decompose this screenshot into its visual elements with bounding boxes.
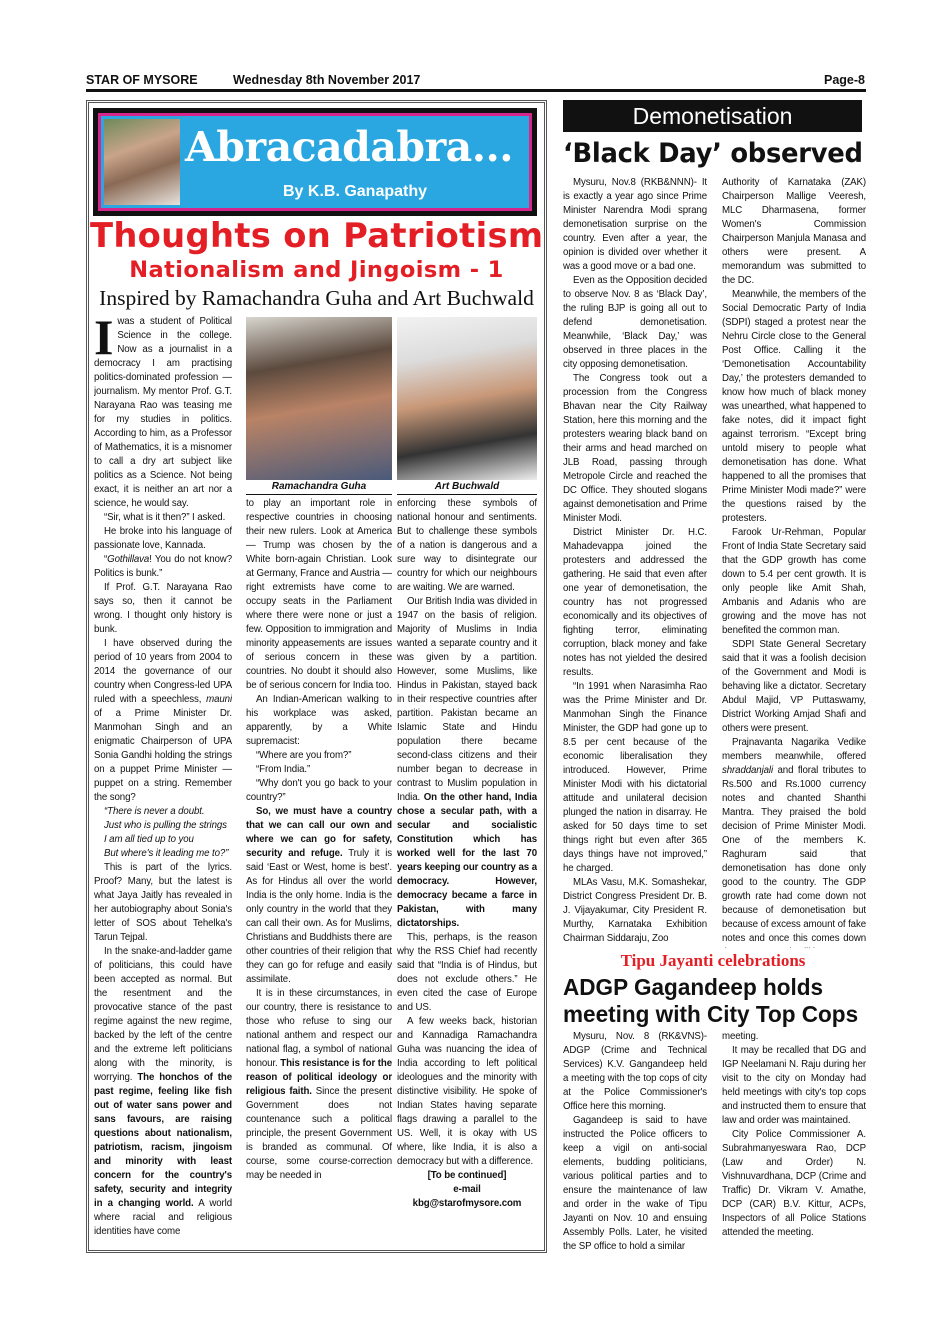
- story-headline: ‘Black Day’ observed: [563, 138, 863, 169]
- text-run: Prajnavanta Nagarika Vedike members meanwhile, offered: [722, 737, 866, 762]
- paragraph: [397, 595, 537, 931]
- text-run: A world where racial and religious identities have come: [94, 1198, 232, 1237]
- text-run: Gagandeep is said to have instructed the Police officers to keep a vigil on anti-social elements, budding politicians, various political parties and to ensure the maintenance of law and order in the wake of Tipu Jayanti on Nov. 10 and ensuing Assembly Polls. Later, he visited the SP office to hold a similar: [563, 1115, 707, 1252]
- text-run: The honchos of the past regime, feeling like fish out of water sans power and sans favours, are raising questions about nationalism, patriotism, racism, jingoism and minority with least concern for the country's safety, security and integrity in a changing world.: [94, 1072, 232, 1209]
- paragraph: [246, 497, 392, 693]
- paragraph: [94, 833, 232, 847]
- paragraph: [397, 497, 537, 595]
- section-banner: Demonetisation: [563, 100, 862, 132]
- page-number: Page-8: [824, 73, 865, 87]
- text-run: Authority of Karnataka (ZAK) Chairperson Mallige Veeresh, MLC Dharmasena, former Women's Commission Chairperson Manjula Manasa and others were present. A memorandum was submitted to the DC.: [722, 177, 866, 286]
- paragraph: [397, 1015, 537, 1169]
- paragraph: [563, 680, 707, 876]
- art-buchwald-photo: [397, 317, 537, 480]
- text-run: “: [104, 554, 108, 565]
- text-run: meeting.: [722, 1031, 759, 1042]
- paragraph: [246, 749, 392, 763]
- text-run: “In 1991 when Narasimha Rao was the Prime Minister and Dr. Manmohan Singh the Finance Minister, the GDP had gone up to 8.5 per cent because of the economic liberalisation they introduced. However, Prime Minister Modi with his dictatorial attitude and unilateral decision plunged the nation in disarray. He asked for 50 days time to set things right but even after 365 days things have not improved,” he charged.: [563, 681, 707, 874]
- paragraph: [246, 777, 392, 805]
- text-run: This, perhaps, is the reason why the RSS Chief had recently said that “India is of Hindus, but does not exclude others.” He even cited the case of Europe and US.: [397, 932, 537, 1013]
- paragraph: [94, 847, 232, 861]
- text-run: Since the present Government does not countenance such a political principle, the present Government is branded as communal. Of course, some course-correction may be needed in: [246, 1086, 392, 1181]
- article-column-3: [397, 497, 537, 1245]
- text-run: shraddanjali: [722, 765, 774, 776]
- paragraph: [563, 876, 707, 946]
- paragraph: [94, 945, 232, 1239]
- story-column-1: [563, 176, 707, 948]
- paragraph: [397, 1169, 537, 1183]
- paragraph: [246, 805, 392, 987]
- story-kicker: Tipu Jayanti celebrations: [620, 951, 806, 970]
- text-run: It may be recalled that DG and IGP Neelamani N. Raju during her visit to the city on Monday had held meetings with city's top cops and instructed them to ensure that law and order was maintained.: [722, 1045, 866, 1126]
- text-run: mauni: [206, 694, 232, 705]
- text-run: Mysuru, Nov. 8 (RK&VNS)- ADGP (Crime and Technical Services) K.V. Gangandeep held a meeting with the top cops of city at the Police Commissioner's Office here this morning.: [563, 1031, 707, 1112]
- text-run: So, we must have a country that we can call our own and where we can go for safety, security and refuge.: [246, 806, 392, 859]
- paragraph: [563, 1114, 707, 1254]
- paragraph: [94, 315, 232, 511]
- paragraph: [246, 763, 392, 777]
- text-run: I have observed during the period of 10 years from 2004 to 2014 the governance of our country when Congress-led UPA ruled with a speechless,: [94, 638, 232, 705]
- issue-date: Wednesday 8th November 2017: [233, 73, 421, 87]
- paragraph: [563, 274, 707, 372]
- paragraph: [722, 638, 866, 736]
- paragraph: [94, 511, 232, 525]
- paragraph: [94, 525, 232, 553]
- text-run: Mysuru, Nov.8 (RKB&NNN)- It is exactly a year ago since Prime Minister Narendra Modi sprang demonetisation surprise on the country. Even after a year, the opinion is divided over whether it was a good move or a bad one.: [563, 177, 707, 272]
- paragraph: [722, 1044, 866, 1128]
- paragraph: [94, 805, 232, 819]
- text-run: “From India.”: [256, 764, 311, 775]
- text-run: “There is never a doubt.: [104, 806, 205, 817]
- text-run: The Congress took out a procession from the Congress Bhavan near the City Railway Station, here this morning and the protesters wearing black band on their arms and head marched on JLB Road, passing through Metropole Circle and reached the DC Office. They shouted slogans against demonetisation and Prime Minister Modi.: [563, 373, 707, 524]
- text-run: kbg@starofmysore.com: [412, 1198, 522, 1209]
- text-run: I am all tied up to you: [104, 834, 194, 845]
- paragraph: [94, 819, 232, 833]
- photo-caption: Ramachandra Guha: [246, 481, 392, 495]
- paragraph: [722, 736, 866, 948]
- story-headline: ADGP Gagandeep holds meeting with City Top Cops: [563, 974, 859, 1027]
- paragraph: [94, 637, 232, 805]
- text-run: [To be continued]: [427, 1170, 507, 1181]
- text-run: He broke into his language of passionate love, Kannada.: [94, 526, 232, 551]
- text-run: An Indian-American walking to his workplace was asked, apparently, by a White supremacist:: [246, 694, 392, 747]
- text-run: enforcing these symbols of national honour and sentiments. But to challenge these symbols of a nation is dangerous and a sure way to disintegrate our country for which our neighbours are waiting. We are warned.: [397, 498, 537, 593]
- article-column-2: [246, 497, 392, 1245]
- article-title: Thoughts on Patriotism: [90, 216, 544, 256]
- paragraph: [397, 931, 537, 1015]
- text-run: ! You do not know? Politics is bunk.”: [94, 554, 232, 579]
- text-run: On the other hand, India chose a secular path, with a secular and socialistic Constitution which has worked well for the last 70 years keeping our country as a democracy. However, democracy became a farce in Pakistan, with many dictatorships.: [397, 792, 537, 929]
- text-run: e-mail: [453, 1184, 481, 1195]
- paragraph: [722, 526, 866, 638]
- paragraph: [397, 1197, 537, 1211]
- story-column-1: [563, 1030, 707, 1260]
- paragraph: [722, 1128, 866, 1240]
- text-run: and floral tributes to Rs.500 and Rs.1000 currency notes and chanted Shanthi Mantra. They praised the bold decision of Prime Minister Modi. One of the members K. Raghuram said that demonetisation has done only good to the country. The GDP growth rate had come down not because of demonetisation but because of excess amount of fake notes and once this comes down: [722, 765, 866, 944]
- text-run: District Minister Dr. H.C. Mahadevappa joined the protesters and addressed the gathering. He said that even after one year of demonetisation, the country has not progressed economically and its objectives of fighting terror, eliminating corruption, black money and fake notes has not yielded the desired results.: [563, 527, 707, 678]
- paragraph: [563, 176, 707, 274]
- text-run: This resistance is for the reason of political ideology or religious faith.: [246, 1058, 392, 1097]
- text-run: of a Prime Minister Dr. Manmohan Singh and an enigmatic Chairperson of UPA Sonia Gandhi holding the strings on a puppet Prime Minister — puppet on a string. Remember the song?: [94, 708, 232, 803]
- paragraph: [722, 176, 866, 288]
- ramachandra-guha-photo: [246, 317, 392, 480]
- story-column-2: [722, 176, 866, 948]
- paragraph: [722, 288, 866, 526]
- article-subtitle: Nationalism and Jingoism - 1: [129, 257, 504, 283]
- header-rule: [86, 89, 866, 92]
- masthead-name: STAR OF MYSORE: [86, 73, 198, 87]
- paragraph: [563, 372, 707, 526]
- text-run: This is part of the lyrics. Proof? Many, but the latest is what Jaya Jaitly has revealed in her autobiography about Sonia's letter of SOS about Tehelka's Tarun Tejpal.: [94, 862, 232, 943]
- text-run: A few weeks back, historian and Kannadiga Ramachandra Guha was nuancing the idea of India according to left political ideologues and the minority with distinctive visibility. He spoke of Indian States having separate flags drawing a parallel to the US. Well, it is okay with US where, like India, it is also a democracy but with a difference.: [397, 1016, 537, 1167]
- text-run: Meanwhile, the members of the Social Democratic Party of India (SDPI) staged a protest near the Nehru Circle close to the General Post Office. Calling it the ‘Demonetisation Accountability Day,’ the protesters demanded to know how much of black money was unearthed, what happened to fake notes, did it impact fight against terrorism. “Except bring untold misery to people what demonetisation has done. What happened to all the promises that Prime Minister Modi made?” were the questions raised by the protesters.: [722, 289, 866, 524]
- text-run: “Where are you from?”: [256, 750, 352, 761]
- paragraph: [94, 581, 232, 637]
- paragraph: [246, 987, 392, 1183]
- paragraph: [246, 693, 392, 749]
- article-tagline: Inspired by Ramachandra Guha and Art Buchwald: [99, 286, 534, 310]
- text-run: City Police Commissioner A. Subrahmanyeswara Rao, DCP (Law and Order) N. Vishnuvardhana, DCP (Crime and Traffic) Dr. Vikram V. Amathe, DCP (CAR) B.V. Kittur, ACPs, Inspectors of all Police Stations attended the meeting.: [722, 1129, 866, 1238]
- text-run: Just who is pulling the strings: [104, 820, 227, 831]
- photo-caption: Art Buchwald: [397, 481, 537, 495]
- text-run: Even as the Opposition decided to observe Nov. 8 as ‘Black Day’, the ruling BJP is going all out to defend demonetisation. Meanwhile, ‘Black Day,’ was observed in three places in the city opposing demonetisation.: [563, 275, 707, 370]
- author-photo: [104, 119, 180, 205]
- text-run: “Why don't you go back to your country?”: [246, 778, 392, 803]
- text-run: to play an important role in respective countries in choosing their new rulers. Look at America — Trump was chosen by the White born-again Christian. Look at Germany, France and Austria — right extremists have come to occupy seats in the Parliament where there were none or just a few. Opposition to immigration and minority appeasements are issues of serious concern in these countries. No doubt it should also be of serious concern for India too.: [246, 498, 392, 691]
- text-run: Gothillava: [107, 554, 150, 565]
- text-run: Our British India was divided in 1947 on the basis of religion. Majority of Muslims in India wanted a separate country and it was given by a partition. However, some Muslims, like Hindus in Pakistan, stayed back in their respective countries after partition. Pakistan became an Islamic State and Hindu population there became second-class citizens and their number began to decrease in contrast to Muslim population in India.: [397, 596, 537, 803]
- text-run: MLAs Vasu, M.K. Somashekar, District Congress President Dr. B. J. Vijayakumar, City President R. Murthy, Karnataka Exhibition Chairman Siddaraju, Zoo: [563, 877, 707, 944]
- text-run: was a student of Political Science in the college. Now as a journalist in a democracy I am practising politics-dominated profession — journalism. My mentor Prof. G.T. Narayana Rao was teasing me for my studies in politics. According to him, as a Professor of Mathematics, it is a misnomer to call a dry art subject like politics as a Science. Not being exact, it is neither an art nor a science, he would say.: [94, 316, 232, 509]
- text-run: It is in these circumstances, in our country, there is resistance to those who refuse to sing our national anthem and respect our national flag, a symbol of national honour.: [246, 988, 392, 1069]
- text-run: But where's it leading me to?”: [104, 848, 229, 859]
- paragraph: [563, 526, 707, 680]
- paragraph: [94, 553, 232, 581]
- text-run: Farook Ur-Rehman, Popular Front of India State Secretary said that the GDP growth has come down to 5.4 per cent growth. It is only people like Amit Shah, Ambanis and Adanis who are growing and the move has not benefited the common man.: [722, 527, 866, 636]
- column-name: Abracadabra...: [185, 123, 514, 171]
- text-run: Truly it is said ‘East or West, home is best’. As for Hindus all over the world India is the only home. India is the only country in the world that they can call their own. As for Muslims, Christians and Buddhists there are other countries of their religion that they can go for refuge and easily assimilate.: [246, 848, 392, 985]
- article-column-1: [94, 315, 232, 1245]
- text-run: If Prof. G.T. Narayana Rao says so, then it cannot be wrong. I thought only history is bunk.: [94, 582, 232, 635]
- paragraph: [397, 1183, 537, 1197]
- drop-cap: I: [94, 315, 114, 365]
- paragraph: [94, 861, 232, 945]
- text-run: In the snake-and-ladder game of politicians, this could have been accepted as normal. But the resentment and the provocative stance of the past regime against the new regime, backed by the left of the centre and the extreme left politicians along with the minority, is worrying.: [94, 946, 232, 1083]
- column-byline: By K.B. Ganapathy: [282, 183, 428, 200]
- story-column-2: [722, 1030, 866, 1260]
- text-run: SDPI State General Secretary said that it was a foolish decision of the Government and Modi is behaving like a dictator. Secretary Abdul Majid, VP Puttaswamy, District Working Amjad Shafi and others were present.: [722, 639, 866, 734]
- paragraph: [722, 1030, 866, 1044]
- text-run: “Sir, what is it then?” I asked.: [104, 512, 226, 523]
- column-banner: [93, 108, 537, 216]
- paragraph: [563, 1030, 707, 1114]
